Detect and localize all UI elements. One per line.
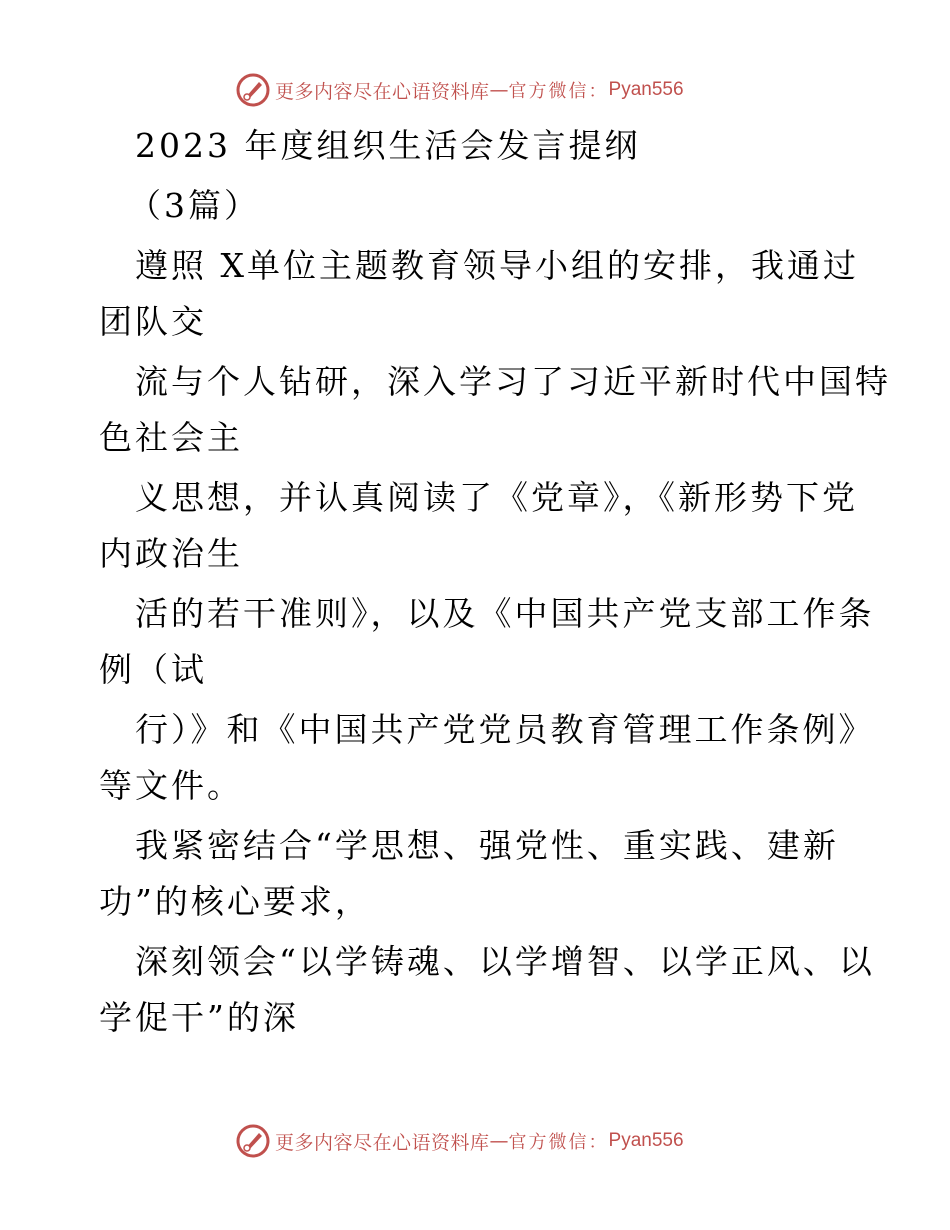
- watermark-dash: —: [489, 79, 509, 101]
- watermark-official-label: 官方微信：: [508, 81, 609, 102]
- document-title: 2023 年度组织生活会发言提纲: [135, 126, 641, 165]
- paragraph-line: 深刻领会“以学铸魂、以学增智、以学正风、以: [135, 942, 875, 981]
- paragraph-line: 我紧密结合“学思想、强党性、重实践、建新: [135, 826, 839, 865]
- watermark-banner-top: [235, 70, 684, 110]
- document-subtitle: （3篇）: [128, 186, 260, 225]
- paragraph-line: 遵照 X单位主题教育领导小组的安排，我通过: [135, 246, 859, 285]
- paragraph-line: 行）》和《中国共产党党员教育管理工作条例》: [135, 710, 875, 749]
- watermark-brand: 更多内容尽在心语资料库: [275, 80, 490, 103]
- quill-seal-icon: [235, 1123, 271, 1159]
- watermark-wechat-id: Pyan556: [608, 1130, 684, 1151]
- watermark-dash: —: [489, 1130, 509, 1152]
- watermark-wechat-id: Pyan556: [608, 79, 684, 100]
- watermark-banner-bottom: [235, 1121, 684, 1161]
- watermark-official-label: 官方微信：: [508, 1132, 609, 1153]
- paragraph-line: 内政治生: [99, 534, 243, 573]
- paragraph-line: 团队交: [99, 302, 207, 341]
- paragraph-line: 活的若干准则》，以及《中国共产党支部工作条: [135, 594, 875, 633]
- paragraph-line: 等文件。: [99, 766, 243, 805]
- quill-seal-icon: [235, 72, 271, 108]
- paragraph-line: 流与个人钻研，深入学习了习近平新时代中国特: [135, 362, 891, 401]
- paragraph-line: 学促干”的深: [99, 998, 299, 1037]
- paragraph-line: 义思想，并认真阅读了《党章》，《新形势下党: [135, 478, 858, 517]
- paragraph-line: 色社会主: [99, 418, 243, 457]
- paragraph-line: 例（试: [99, 650, 207, 689]
- paragraph-line: 功”的核心要求，: [99, 882, 371, 921]
- watermark-brand: 更多内容尽在心语资料库: [275, 1131, 490, 1154]
